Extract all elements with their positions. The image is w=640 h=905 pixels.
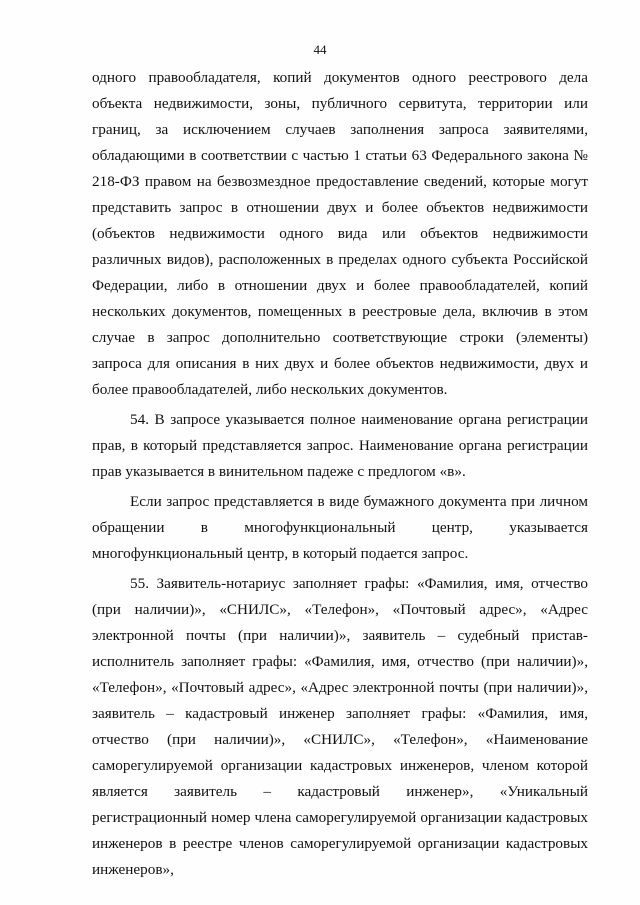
document-body [92,65,588,887]
paragraph-55: 55. Заявитель-нотариус заполняет графы: «Фамилия, имя, отчество (при наличии)», «СНИЛС», «Телефон», «Почтовый адрес», «Адрес электронной почты (при наличии)», заявитель – судебный пристав-исполнитель заполняет графы: «Фамилия, имя, отчество (при наличии)», «Телефон», «Почтовый адрес», «Адрес электронной почты (при наличии)», заявитель – кадастровый инженер заполняет графы: «Фамилия, имя, отчество (при наличии)», «СНИЛС», «Телефон», «Наименование саморегулируемой организации кадастровых инженеров, членом которой является заявитель – кадастровый инженер», «Уникальный регистрационный номер члена саморегулируемой организации кадастровых инженеров в реестре членов саморегулируемой организации кадастровых инженеров», [92,575,588,878]
paragraph-continuation: одного правообладателя, копий документов одного реестрового дела объекта недвижимости, зоны, публичного сервитута, территории или границ, за исключением случаев заполнения запроса заявителями, обладающими в соответствии с частью 1 статьи 63 Федерального закона № 218-ФЗ правом на безвозмездное предоставление сведений, которые могут представить запрос в отношении двух и более объектов недвижимости (объектов недвижимости одного вида или объектов недвижимости различных видов), расположенных в пределах одного субъекта Российской Федерации, либо в отношении двух и более правообладателей, копий нескольких документов, помещенных в реестровые дела, включив в этом случае в запрос дополнительно соответствующие строки (элементы) запроса для описания в них двух и более объектов недвижимости, двух и более правообладателей, либо нескольких документов. [92,69,588,398]
paragraph-54-mfc: Если запрос представляется в виде бумажного документа при личном обращении в многофункциональный центр, указывается многофункциональный центр, в который подается запрос. [92,493,588,562]
page-number: 44 [313,42,327,57]
paragraph-54: 54. В запросе указывается полное наименование органа регистрации прав, в который представляется запрос. Наименование органа регистрации прав указывается в винительном падеже с предлогом «в». [92,411,588,480]
